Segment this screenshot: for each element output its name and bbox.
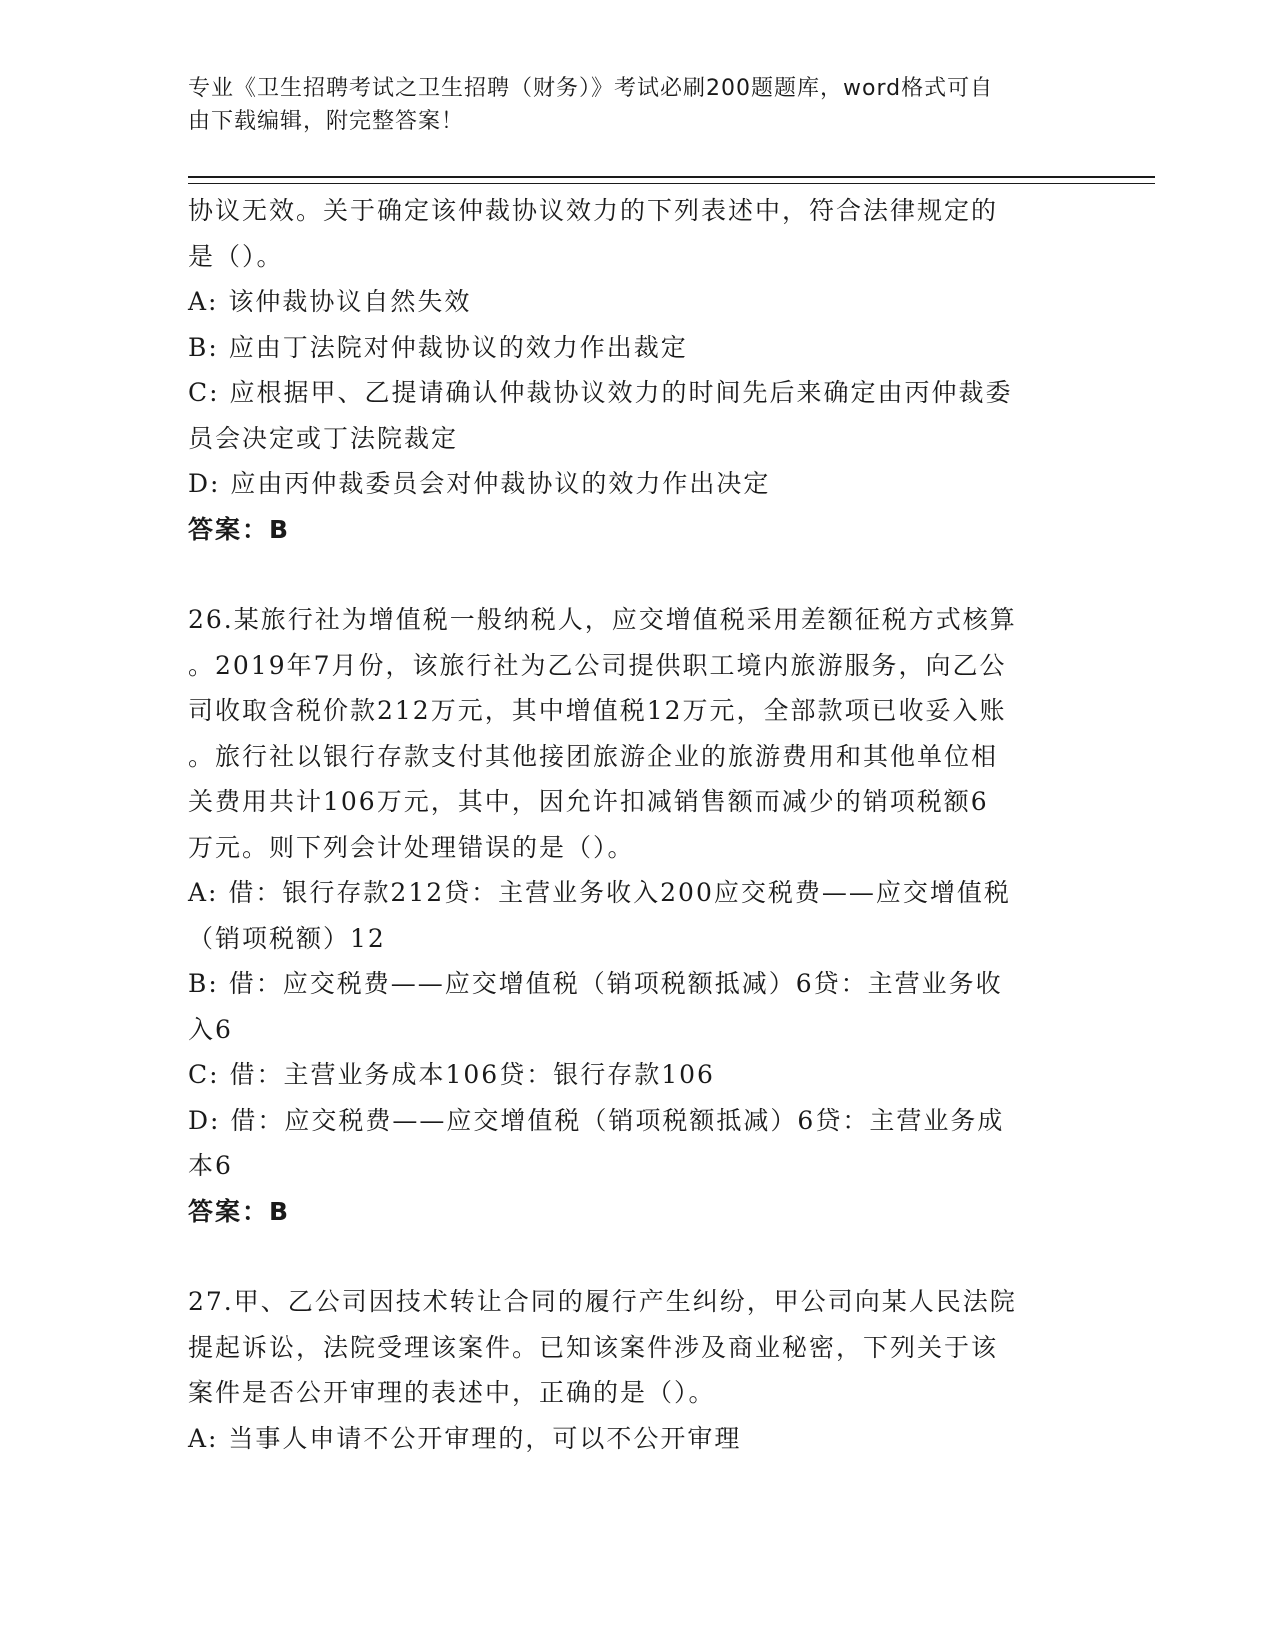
option-a: A: 借：银行存款212贷：主营业务收入200应交税费——应交增值税 <box>188 878 1011 907</box>
question-stem: 万元。则下列会计处理错误的是（）。 <box>188 832 635 862</box>
option-d-continued: 本6 <box>188 1151 233 1180</box>
question-spacer <box>188 1234 1088 1279</box>
question-stem: 协议无效。关于确定该仲裁协议效力的下列表述中，符合法律规定的 <box>188 196 999 225</box>
answer-label: 答案：B <box>188 514 291 544</box>
option-d: D: 应由丙仲裁委员会对仲裁协议的效力作出决定 <box>188 469 771 498</box>
question-27 <box>188 1279 1088 1461</box>
question-stem: 26.某旅行社为增值税一般纳税人，应交增值税采用差额征税方式核算 <box>188 605 1017 634</box>
question-26 <box>188 597 1088 1234</box>
question-stem: 提起诉讼，法院受理该案件。已知该案件涉及商业秘密，下列关于该 <box>188 1332 999 1362</box>
question-stem: 案件是否公开审理的表述中，正确的是（）。 <box>188 1378 716 1407</box>
header-title-line-1: 专业《卫生招聘考试之卫生招聘（财务）》考试必刷200题题库，word格式可自 <box>188 76 994 101</box>
question-stem: 关费用共计106万元，其中，因允许扣减销售额而减少的销项税额6 <box>188 787 989 816</box>
answer-label: 答案：B <box>188 1196 291 1226</box>
question-stem: 司收取含税价款212万元，其中增值税12万元，全部款项已收妥入账 <box>188 696 1007 725</box>
option-a-continued: （销项税额）12 <box>188 923 386 953</box>
question-stem: 是（）。 <box>188 241 284 271</box>
header-title-line-2: 由下载编辑，附完整答案！ <box>188 109 465 134</box>
document-header <box>188 72 1068 138</box>
question-stem: 27.甲、乙公司因技术转让合同的履行产生纠纷，甲公司向某人民法院 <box>188 1287 1017 1316</box>
option-b-continued: 入6 <box>188 1014 233 1044</box>
option-a: A: 当事人申请不公开审理的，可以不公开审理 <box>188 1423 742 1453</box>
option-c-continued: 员会决定或丁法院裁定 <box>188 423 459 453</box>
option-a: A: 该仲裁协议自然失效 <box>188 287 472 316</box>
question-stem: 。旅行社以银行存款支付其他接团旅游企业的旅游费用和其他单位相 <box>188 741 999 771</box>
question-spacer <box>188 552 1088 597</box>
document-body <box>188 188 1088 1461</box>
question-25 <box>188 188 1088 552</box>
question-stem: 。2019年7月份，该旅行社为乙公司提供职工境内旅游服务，向乙公 <box>188 650 1007 680</box>
header-divider-thin <box>188 183 1155 184</box>
option-d: D: 借：应交税费——应交增值税（销项税额抵减）6贷：主营业务成 <box>188 1105 1005 1135</box>
option-b: B: 应由丁法院对仲裁协议的效力作出裁定 <box>188 332 688 362</box>
header-divider-thick <box>188 176 1155 178</box>
option-b: B: 借：应交税费——应交增值税（销项税额抵减）6贷：主营业务收 <box>188 969 1003 998</box>
option-c: C: 借：主营业务成本106贷：银行存款106 <box>188 1060 715 1089</box>
option-c: C: 应根据甲、乙提请确认仲裁协议效力的时间先后来确定由丙仲裁委 <box>188 378 1013 407</box>
